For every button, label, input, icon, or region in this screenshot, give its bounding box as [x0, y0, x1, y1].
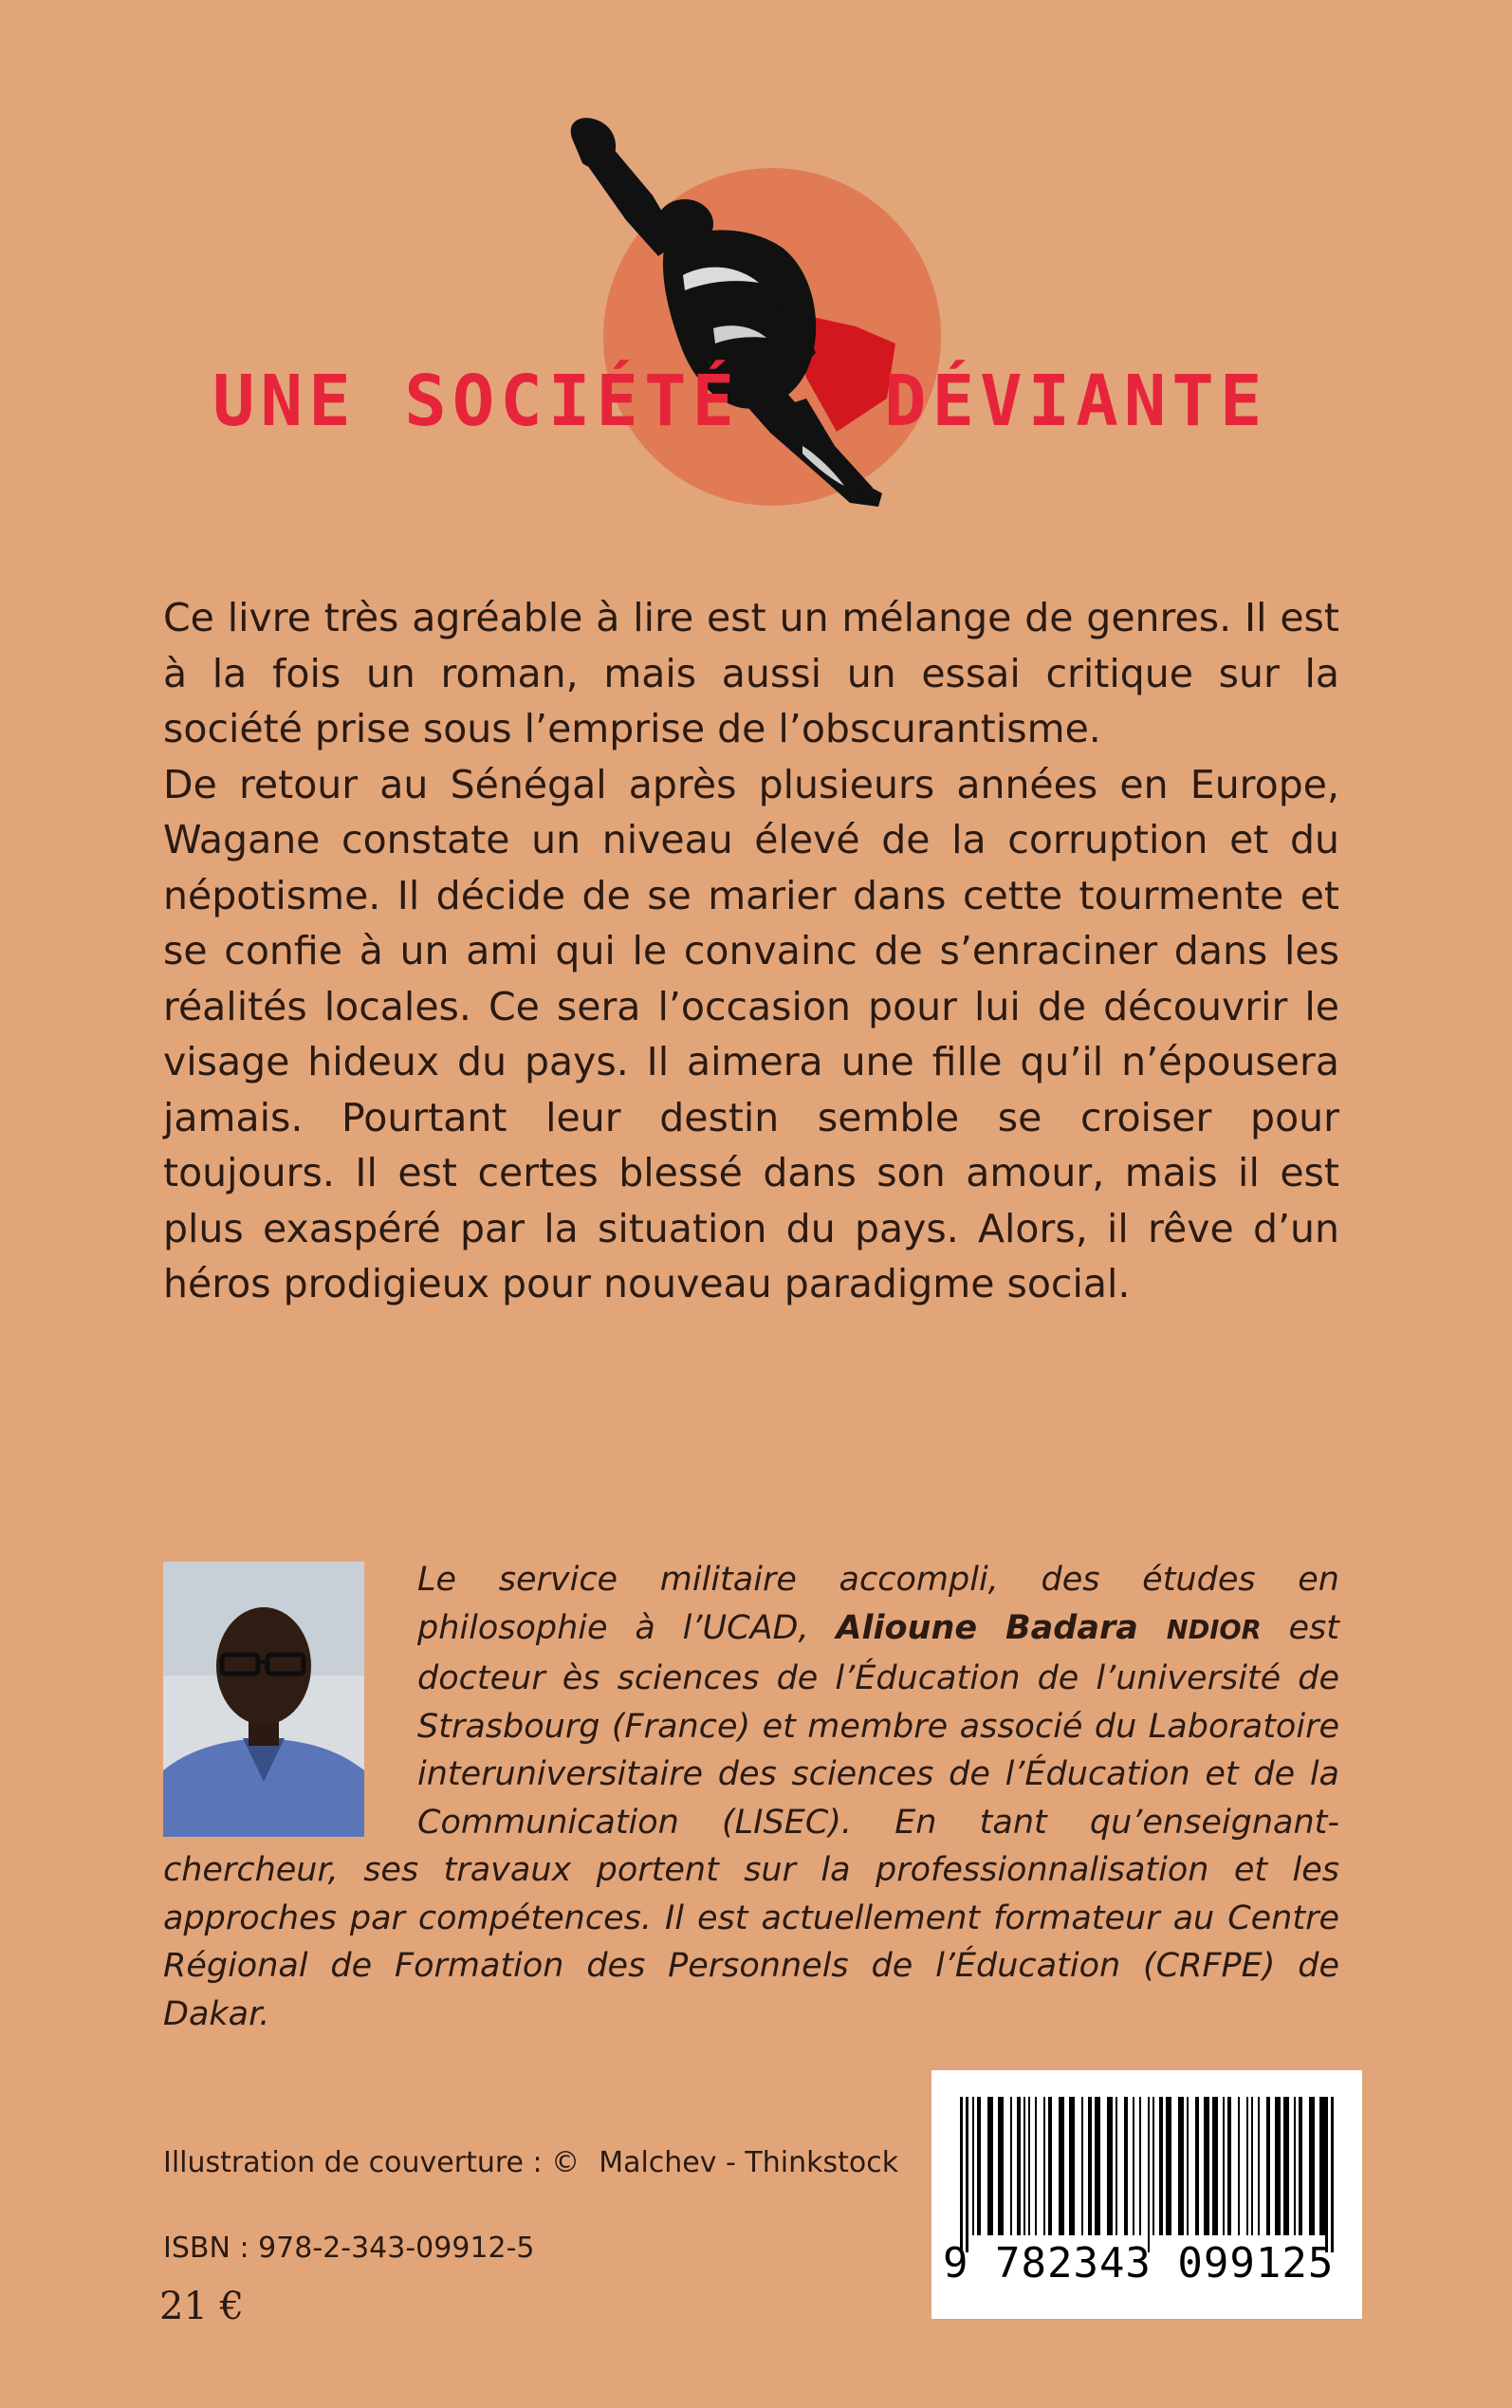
barcode-bar [1331, 2097, 1334, 2252]
blurb-paragraph-2: De retour au Sénégal après plusieurs années en Europe, Wagane constate un niveau élevé de la corruption et du népotisme. Il décide de se marier dans cette tourmente et se confie à un ami qui le convainc de s’enraciner dans les réalités locales. Ce sera l’occasion pour lui de découvrir le visage hideux du pays. Il aimera une fille qu’il n’épousera jamais. Pourtant leur destin semble se croiser pour toujours. Il est certes blessé dans son amour, mais il est plus exaspéré par la situation du pays. Alors, il rêve d’un héros prodigieux pour nouveau paradigme social. [163, 761, 1339, 1306]
author-name [836, 1609, 1261, 1647]
barcode-bar [1319, 2097, 1325, 2235]
illustration-credit [163, 2146, 898, 2179]
barcode-bar [960, 2097, 963, 2252]
barcode-bar [1275, 2097, 1281, 2235]
barcode-bar [1133, 2097, 1134, 2235]
barcode-digits: 9 782343 099125 [943, 2239, 1335, 2288]
barcode-bar [1266, 2097, 1270, 2235]
bio-intro: Le service militaire accompli, des études en philosophie à l’UCAD, [417, 1561, 1339, 1647]
barcode-bar [1187, 2097, 1189, 2235]
barcode-bar [1299, 2097, 1302, 2235]
barcode-bar [1059, 2097, 1064, 2235]
barcode-bar [1069, 2097, 1075, 2235]
barcode-bar [1088, 2097, 1092, 2235]
cover-title-art [0, 0, 1512, 531]
barcode-bar [987, 2097, 993, 2235]
barcode-bar [1325, 2097, 1328, 2252]
author-first-name: Alioune Badara [836, 1608, 1138, 1647]
barcode-bar [1116, 2097, 1117, 2235]
barcode-bar [966, 2097, 968, 2252]
barcode-bar [1017, 2097, 1021, 2235]
barcode-bar [1152, 2097, 1154, 2235]
barcode-bar [1309, 2097, 1315, 2235]
barcode-bar [1251, 2097, 1253, 2235]
barcode-bar [1166, 2097, 1171, 2235]
barcode-bar [1227, 2097, 1231, 2235]
barcode-bar [1124, 2097, 1128, 2235]
isbn-text: ISBN : 978-2-343-09912-5 [163, 2232, 535, 2265]
barcode-bar [1028, 2097, 1030, 2235]
bio-body: est docteur ès sciences de l’Éducation de l’université de Strasbourg (France) et membre associé du Laboratoire interuniversitaire des sciences de l’Éducation et de la Communication (LISEC). En tant qu’enseignant-chercheur, ses travaux portent sur la professionnalisation et les approches par compétences. Il est actuellement formateur au Centre Régional de Formation des Personnels de l’Éducation (CRFPE) de Dakar. [163, 1608, 1339, 2033]
barcode-bar [1139, 2097, 1141, 2235]
barcode-bar [1258, 2097, 1260, 2235]
barcode-bar [977, 2097, 981, 2235]
photo-float-spacer [163, 1556, 417, 1837]
barcode-bar [1294, 2097, 1296, 2235]
barcode-bar [1178, 2097, 1184, 2235]
barcode-bar [1204, 2097, 1209, 2235]
book-blurb [163, 590, 1339, 1312]
credit-source: Malchev - Thinkstock [599, 2146, 899, 2179]
author-bio [163, 1556, 1339, 2038]
barcode-bar [1283, 2097, 1289, 2235]
barcode-bar [1148, 2097, 1150, 2252]
barcode-bar [1023, 2097, 1025, 2235]
barcode-bar [1212, 2097, 1218, 2235]
barcode-bar [1223, 2097, 1225, 2235]
barcode-bar [1159, 2097, 1163, 2235]
barcode-bar [1238, 2097, 1240, 2235]
barcode-bar [1195, 2097, 1199, 2235]
barcode-bar [1081, 2097, 1083, 2235]
title-word-2: DÉVIANTE [884, 361, 1268, 442]
title-artwork-svg [0, 0, 1512, 531]
barcode-box [931, 2070, 1362, 2319]
credit-label: Illustration de couverture : © [163, 2146, 581, 2179]
barcode-bar [1043, 2097, 1045, 2235]
barcode-bar [1035, 2097, 1037, 2235]
price-text: 21 € [159, 2285, 245, 2328]
title-word-1: UNE SOCIÉTÉ [212, 361, 741, 442]
author-last-name: NDIOR [1166, 1615, 1262, 1645]
blurb-paragraph-1: Ce livre très agréable à lire est un mélange de genres. Il est à la fois un roman, mais aussi un essai critique sur la société prise sous l’emprise de l’obscurantisme. [163, 595, 1339, 751]
barcode-bar [1010, 2097, 1012, 2235]
barcode-bar [1246, 2097, 1248, 2235]
barcode-bar [998, 2097, 1004, 2235]
barcode-bar [1095, 2097, 1100, 2235]
barcode-bar [1107, 2097, 1113, 2235]
barcode-bar [1048, 2097, 1052, 2235]
barcode-bar [972, 2097, 974, 2235]
